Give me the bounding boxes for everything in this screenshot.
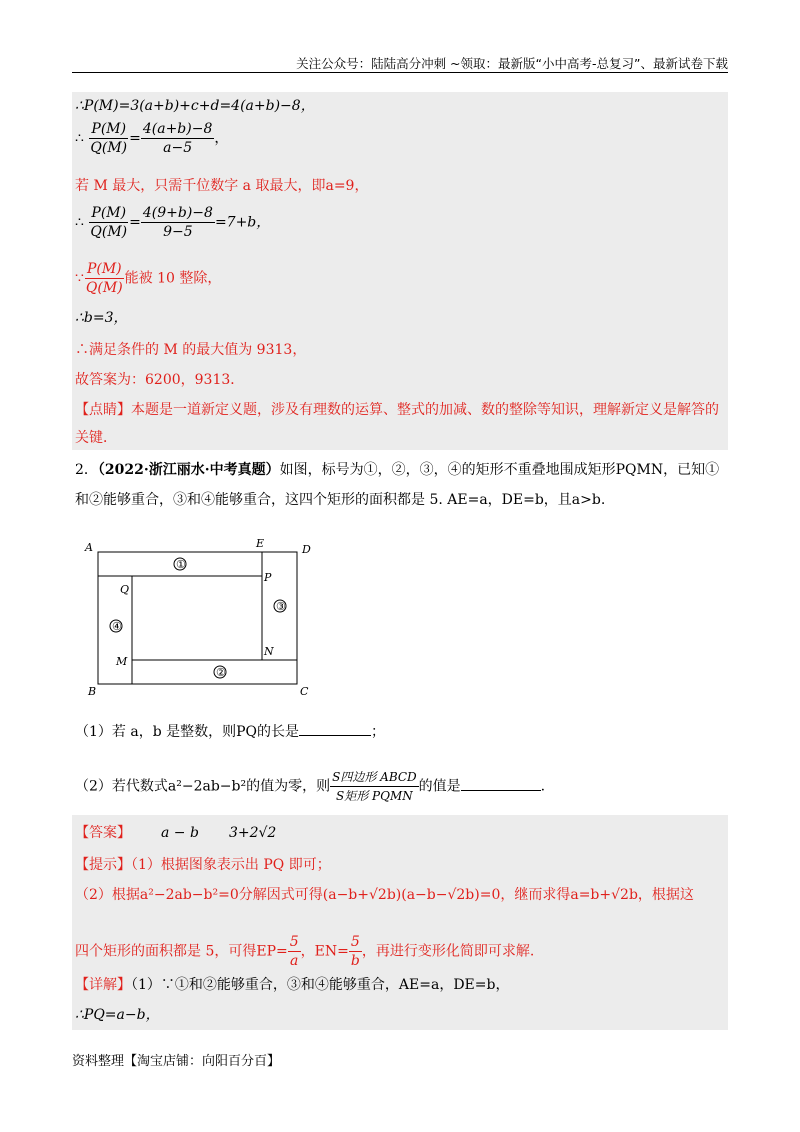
solution-line: ∴ $\frac{P(M)}{Q(M)}$ = $\frac{4(a+b)-8}{a-5}$ ， [75,121,229,156]
solution-line: 故答案为：6200，9313． [75,372,245,388]
solution-line: ∴满足条件的 M 的最大值为 9313， [75,342,307,358]
page-header: 关注公众号：陆陆高分冲刺 ~领取：最新版“小中高考-总复习”、最新试卷下载 [296,56,728,71]
comment-line: 关键． [75,430,117,446]
answer-block [72,815,728,1030]
fraction: $\frac{4(a+b)-8}{a-5}$ [142,121,213,156]
fraction: $\frac{5}{b}$ [350,934,360,969]
comment-line: 【点睛】本题是一道新定义题，涉及有理数的运算、整式的加减、数的整除等知识，理解新定义是解答的 [75,402,719,418]
label-D: D [302,543,311,556]
rect-pqmn [132,576,262,660]
label-N: N [264,645,274,658]
fraction: $\frac{4(9+b)-8}{9-5}$ [142,205,213,240]
page-footer: 资料整理【淘宝店铺：向阳百分百】 [72,1054,281,1069]
area-ratio-fraction: $\frac{\text{S四边形 ABCD}}{\text{S矩形 PQMN}}$ [332,770,417,803]
label-C: C [300,685,309,698]
hint-line: 【提示】（1）根据图象表示出 PQ 即可； [75,857,331,873]
fraction: $\frac{P(M)}{Q(M)}$ [90,121,128,156]
label-A: A [85,541,93,554]
detail-line: 【详解】（1）∵①和②能够重合，③和④能够重合，AE=a，DE=b， [75,977,510,993]
hint-line: 四个矩形的面积都是 5，可得EP= $\frac{5}{a}$ ，EN= $\frac{5}{b}$ ，再进行变形化简即可求解. [75,934,535,969]
problem-2-line-1: 2．（2022·浙江丽水·中考真题）如图，标号为①，②，③，④的矩形不重叠地围成矩形PQMN，已知① [75,462,720,478]
region-3: ③ [276,600,286,613]
hint-line: （2）根据a²−2ab−b²=0分解因式可得(a−b+√2b)(a−b−√2b)=0，继而求得a=b+√2b，根据这 [75,887,694,903]
answer-line: 【答案】 a − b 3+2√2 [75,825,277,841]
fraction: $\frac{P(M)}{Q(M)}$ [90,205,128,240]
detail-line: ∴PQ=a−b， [75,1007,160,1023]
question-1: （1）若 a，b 是整数，则PQ的长是 ； [75,724,386,740]
answer-blank-2 [461,790,541,791]
rectangle-figure [80,535,320,700]
header-divider [72,72,728,73]
label-B: B [88,685,97,698]
region-4: ④ [112,620,122,633]
solution-line: 若 M 最大，只需千位数字 a 取最大，即a=9， [75,178,369,194]
solution-line: ∴P(M)=3(a+b)+c+d=4(a+b)−8， [75,98,315,114]
solution-block-1 [72,92,728,450]
solution-line: ∴ $\frac{P(M)}{Q(M)}$ = $\frac{4(9+b)-8}{9-5}$ =7+b， [75,205,271,240]
region-2: ② [216,666,226,679]
problem-2-line-2: 和②能够重合，③和④能够重合，这四个矩形的面积都是 5. AE=a，DE=b，且a>b. [75,492,606,508]
label-P: P [264,571,272,584]
label-E: E [256,537,265,550]
answer-blank-1 [299,735,371,736]
fraction: $\frac{5}{a}$ [289,934,299,969]
label-Q: Q [120,583,130,596]
solution-line: ∴b=3， [75,310,128,326]
label-M: M [116,655,128,668]
fraction: $\frac{P(M)}{Q(M)}$ [85,261,123,296]
region-1: ① [176,558,186,571]
solution-line: ∵ $\frac{P(M)}{Q(M)}$ 能被 10 整除， [75,261,222,296]
question-2: （2）若代数式a²−2ab−b²的值为零，则 $\frac{\text{S四边形 ABCD}}{\text{S矩形 PQMN}}$ 的值是 . [75,770,546,803]
